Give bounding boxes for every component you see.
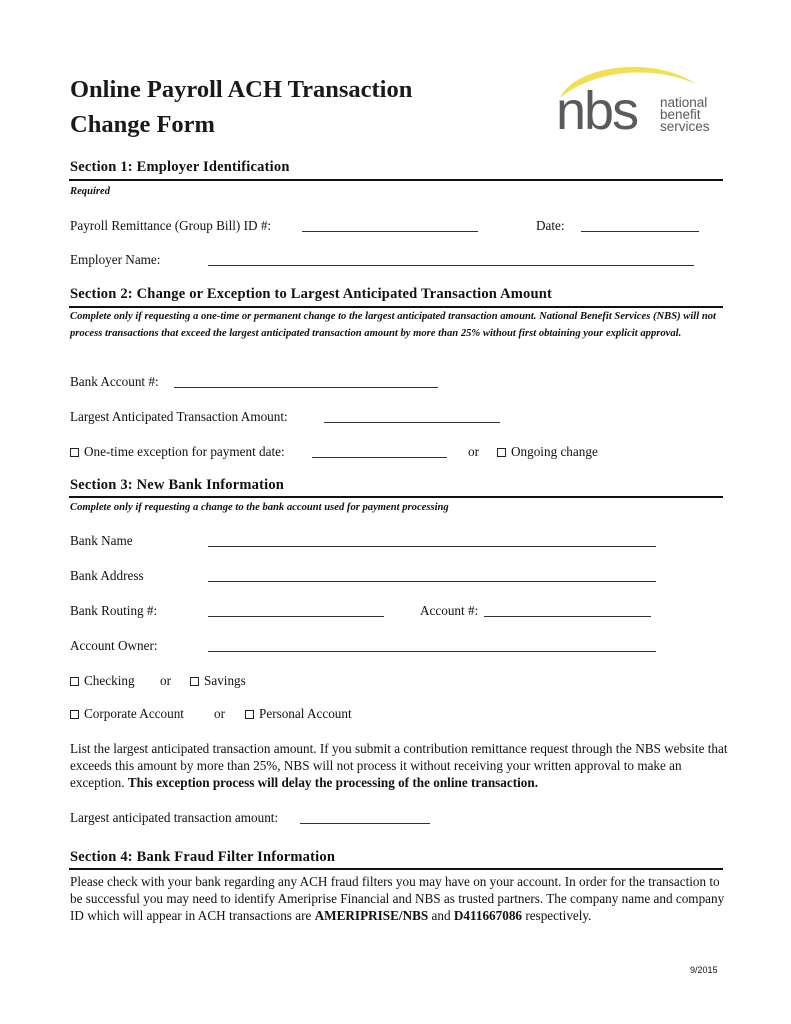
section-2-or-text: or <box>468 444 479 459</box>
logo-tagline-line-2: benefit <box>660 107 701 122</box>
exception-instructions-text: List the largest anticipated transaction amount. If you submit a contribution remittance request through the NBS website that exceeds this amount by more than 25%, NBS will not process it without receiving your written approval to make an exception. <box>70 741 728 790</box>
fraud-filter-text-and: and <box>428 908 454 923</box>
fraud-filter-text-end: respectively. <box>522 908 592 923</box>
account-type-or-text: or <box>160 673 171 688</box>
section-1-note: Required <box>70 186 111 197</box>
bank-routing-label: Bank Routing #: <box>70 603 158 618</box>
payment-date-field[interactable] <box>312 457 447 458</box>
checking-label: Checking <box>84 673 135 688</box>
savings-checkbox[interactable] <box>190 677 199 686</box>
section-4-divider <box>69 868 723 870</box>
bank-name-label: Bank Name <box>70 533 133 548</box>
savings-label: Savings <box>204 673 246 688</box>
date-label: Date: <box>536 218 565 233</box>
bank-routing-field[interactable] <box>208 616 384 617</box>
logo-brand: nbs <box>556 81 638 141</box>
employer-name-label: Employer Name: <box>70 252 161 267</box>
account-number-label: Account #: <box>420 603 479 618</box>
checking-option[interactable] <box>70 673 135 689</box>
section-1-heading: Section 1: Employer Identification <box>70 159 290 175</box>
largest-anticipated-amount-label: Largest Anticipated Transaction Amount: <box>70 409 288 424</box>
form-title <box>70 72 412 142</box>
section-2-note: Complete only if requesting a one-time or permanent change to the largest anticipated transaction amount. National Benefit Services (NBS) will not process transactions that exceed the largest anticipated transaction amount by more than 25% without first obtaining your explicit approval. <box>70 311 716 339</box>
form-title-line-2: Change Form <box>70 111 215 138</box>
nbs-logo <box>556 58 728 142</box>
ongoing-change-option[interactable] <box>497 444 598 460</box>
onetime-exception-checkbox[interactable] <box>70 448 79 457</box>
corporate-account-checkbox[interactable] <box>70 710 79 719</box>
exception-instructions <box>70 740 730 791</box>
fraud-filter-text: Please check with your bank regarding any ACH fraud filters you may have on your account. In order for the transaction to be successful you may need to identify Ameriprise Financial and NBS as trusted partners. The company name and company ID which will appear in ACH transactions are <box>70 874 725 923</box>
logo-tagline-line-1: national <box>660 95 708 110</box>
owner-type-or-text: or <box>214 706 225 721</box>
personal-account-option[interactable] <box>245 706 352 722</box>
logo-tagline <box>660 97 710 133</box>
section-3-note: Complete only if requesting a change to the bank account used for payment processing <box>70 502 449 513</box>
largest-amount-field[interactable] <box>300 823 430 824</box>
section-2-heading: Section 2: Change or Exception to Largest Anticipated Transaction Amount <box>70 286 553 302</box>
employer-name-field[interactable] <box>208 265 694 266</box>
largest-anticipated-amount-field[interactable] <box>324 422 500 423</box>
bank-account-label: Bank Account #: <box>70 374 159 389</box>
checking-checkbox[interactable] <box>70 677 79 686</box>
savings-option[interactable] <box>190 673 246 689</box>
account-owner-label: Account Owner: <box>70 638 158 653</box>
section-1-divider <box>69 179 723 181</box>
form-title-line-1: Online Payroll ACH Transaction <box>70 76 413 103</box>
bank-address-field[interactable] <box>208 581 656 582</box>
date-field[interactable] <box>581 231 699 232</box>
section-3-divider <box>69 496 723 498</box>
group-bill-id-field[interactable] <box>302 231 478 232</box>
onetime-exception-label: One-time exception for payment date: <box>84 444 285 459</box>
corporate-account-option[interactable] <box>70 706 184 722</box>
company-id: D411667086 <box>453 908 523 923</box>
section-3-heading: Section 3: New Bank Information <box>70 477 285 493</box>
bank-account-field[interactable] <box>174 387 438 388</box>
ongoing-change-checkbox[interactable] <box>497 448 506 457</box>
form-version: 9/2015 <box>690 965 718 975</box>
personal-account-checkbox[interactable] <box>245 710 254 719</box>
group-bill-id-label: Payroll Remittance (Group Bill) ID #: <box>70 218 272 233</box>
bank-name-field[interactable] <box>208 546 656 547</box>
account-owner-field[interactable] <box>208 651 656 652</box>
company-name: AMERIPRISE/NBS <box>314 908 429 923</box>
account-number-field[interactable] <box>484 616 651 617</box>
fraud-filter-instructions <box>70 873 730 924</box>
onetime-exception-option[interactable] <box>70 444 285 460</box>
largest-amount-label: Largest anticipated transaction amount: <box>70 810 279 825</box>
personal-account-label: Personal Account <box>259 706 352 721</box>
bank-address-label: Bank Address <box>70 568 144 583</box>
logo-tagline-line-3: services <box>660 119 710 134</box>
exception-warning: This exception process will delay the processing of the online transaction. <box>127 775 539 790</box>
corporate-account-label: Corporate Account <box>84 706 184 721</box>
ongoing-change-label: Ongoing change <box>511 444 598 459</box>
section-4-heading: Section 4: Bank Fraud Filter Information <box>70 849 336 865</box>
